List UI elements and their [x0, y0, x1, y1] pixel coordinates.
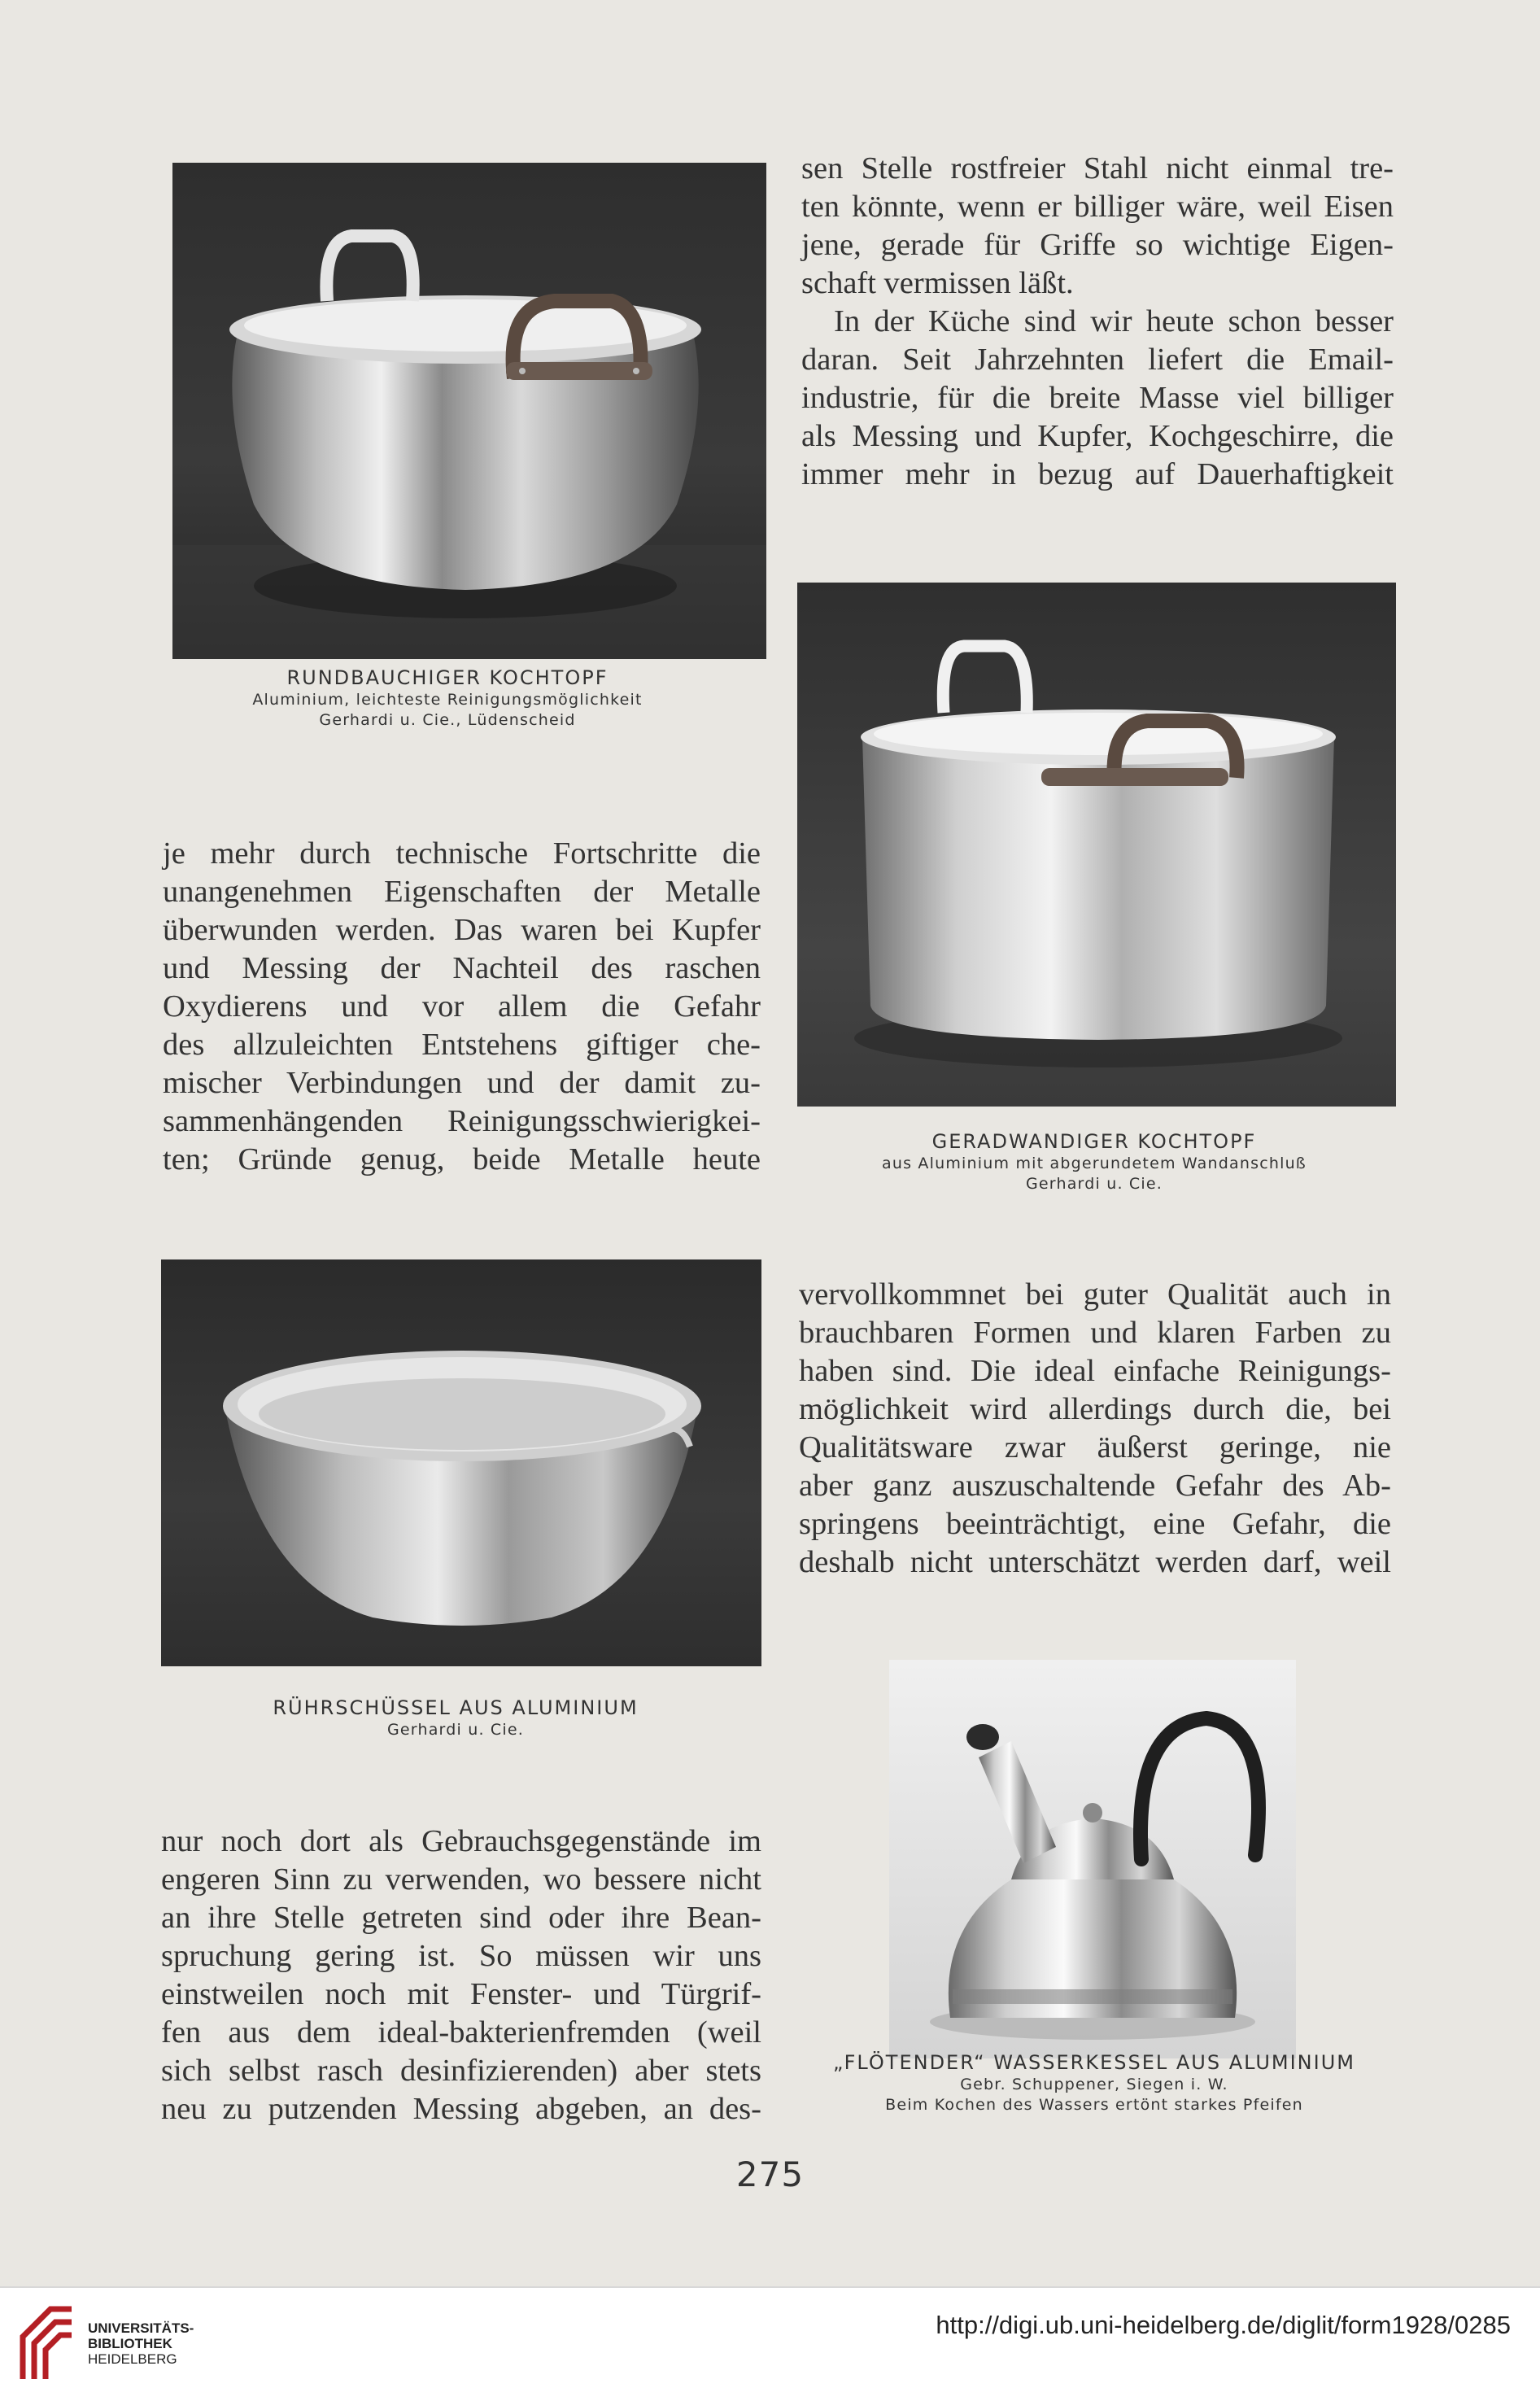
caption-round-pot [163, 666, 732, 731]
library-logo-icon [18, 2304, 76, 2384]
text-left-bottom [161, 1823, 761, 2128]
caption-straight-pot [797, 1129, 1391, 1194]
caption-mixing-bowl [163, 1696, 748, 1740]
library-name-line: BIBLIOTHEK [88, 2336, 172, 2351]
text-line: immer mehr in bezug auf Dauerhaftigkeit [801, 457, 1394, 491]
library-name-line: UNIVERSITÄTS- [88, 2320, 194, 2336]
text-line: möglichkeit wird allerdings durch die, bei [799, 1392, 1391, 1426]
footer-bar [0, 2286, 1540, 2401]
caption-line: Beim Kochen des Wassers ertönt starkes Pfeifen [885, 2096, 1303, 2114]
page-number: 275 [735, 2154, 805, 2194]
text-line: einstweilen noch mit Fenster- und Türgrif- [161, 1977, 761, 2011]
caption-line: Aluminium, leichteste Reinigungsmöglichkeit [252, 691, 643, 709]
source-url-link[interactable]: http://digi.ub.uni-heidelberg.de/diglit/form1928/0285 [936, 2311, 1511, 2339]
text-line: ten könnte, wenn er billiger wäre, weil Eisen [801, 190, 1394, 224]
text-line: fen aus dem ideal-bakterienfremden (weil [161, 2015, 761, 2050]
text-line: neu zu putzenden Messing abgeben, an des- [161, 2092, 761, 2126]
caption-line: Gebr. Schuppener, Siegen i. W. [960, 2076, 1228, 2093]
caption-line: Gerhardi u. Cie., Lüdenscheid [319, 711, 576, 729]
caption-title: „FLÖTENDER“ WASSERKESSEL AUS ALUMINIUM [833, 2051, 1355, 2074]
text-line: jene, gerade für Griffe so wichtige Eigen- [801, 228, 1394, 262]
library-name [88, 2320, 194, 2367]
text-line: In der Küche sind wir heute schon besser [834, 304, 1394, 338]
caption-whistling-kettle [797, 2050, 1391, 2115]
photo-mixing-bowl [161, 1259, 761, 1666]
text-line: unangenehmen Eigenschaften der Metalle [163, 875, 761, 909]
text-line: und Messing der Nachteil des raschen [163, 951, 761, 985]
text-line: Qualitätsware zwar äußerst geringe, nie [799, 1430, 1391, 1465]
text-line: brauchbaren Formen und klaren Farben zu [799, 1316, 1391, 1350]
text-left-middle [163, 835, 761, 1179]
caption-title: RÜHRSCHÜSSEL AUS ALUMINIUM [273, 1696, 639, 1719]
text-line: Oxydierens und vor allem die Gefahr [163, 989, 761, 1024]
text-line: schaft vermissen läßt. [801, 266, 1074, 300]
text-line: als Messing und Kupfer, Kochgeschirre, die [801, 419, 1394, 453]
library-name-line: HEIDELBERG [88, 2351, 177, 2367]
text-right-middle [799, 1276, 1391, 1582]
caption-title: RUNDBAUCHIGER KOCHTOPF [286, 666, 609, 689]
text-line: deshalb nicht unterschätzt werden darf, weil [799, 1545, 1391, 1579]
text-line: mischer Verbindungen und der damit zu- [163, 1066, 761, 1100]
text-line: nur noch dort als Gebrauchsgegenstände im [161, 1824, 761, 1858]
text-line: ten; Gründe genug, beide Metalle heute [163, 1142, 761, 1176]
text-line: sich selbst rasch desinfizierenden) aber stets [161, 2054, 761, 2088]
photo-whistling-kettle [889, 1660, 1296, 2058]
caption-line: Gerhardi u. Cie. [1025, 1175, 1163, 1193]
text-line: sammenhängenden Reinigungsschwierigkei- [163, 1104, 761, 1138]
text-line: aber ganz auszuschaltende Gefahr des Ab- [799, 1469, 1391, 1503]
text-line: vervollkommnet bei guter Qualität auch in [799, 1277, 1391, 1312]
caption-line: Gerhardi u. Cie. [386, 1721, 525, 1739]
text-line: daran. Seit Jahrzehnten liefert die Email- [801, 343, 1394, 377]
text-line: sen Stelle rostfreier Stahl nicht einmal tre- [801, 151, 1394, 186]
text-line: überwunden werden. Das waren bei Kupfer [163, 913, 761, 947]
text-line: haben sind. Die ideal einfache Reinigungs- [799, 1354, 1391, 1388]
photo-straight-pot [797, 583, 1396, 1107]
text-line: springens beeinträchtigt, eine Gefahr, die [799, 1507, 1391, 1541]
caption-title: GERADWANDIGER KOCHTOPF [931, 1130, 1257, 1153]
text-line: des allzuleichten Entstehens giftiger che- [163, 1028, 761, 1062]
text-line: an ihre Stelle getreten sind oder ihre Bean- [161, 1901, 761, 1935]
text-right-top [801, 150, 1394, 494]
text-line: industrie, für die breite Masse viel billiger [801, 381, 1394, 415]
text-line: engeren Sinn zu verwenden, wo bessere nicht [161, 1862, 761, 1897]
text-line: je mehr durch technische Fortschritte die [163, 836, 761, 871]
text-line: spruchung gering ist. So müssen wir uns [161, 1939, 761, 1973]
caption-line: aus Aluminium mit abgerundetem Wandanschluß [882, 1155, 1307, 1172]
photo-round-pot [172, 163, 766, 659]
